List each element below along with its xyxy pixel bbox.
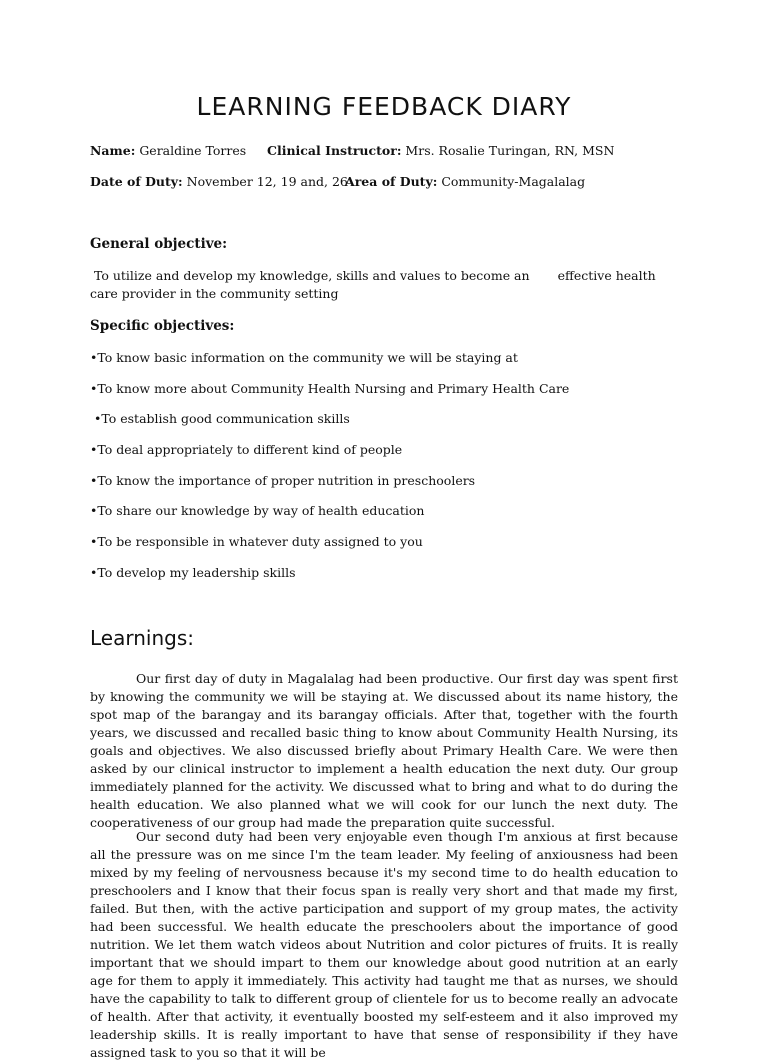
general-objective-text-b: effective health care provider in the community setting: [90, 268, 656, 301]
name-row: [90, 143, 246, 158]
objective-item: •To share our knowledge by way of health education: [90, 503, 425, 518]
objective-item: •To develop my leadership skills: [90, 565, 296, 580]
learnings-paragraph-1: Our first day of duty in Magalalag had been productive. Our first day was spent first by knowing the community we will be staying at. We discussed about its name history, the spot map of the barangay and its barangay officials. After that, together with the fourth years, we discussed and recalled basic thing to know about Community Health Nursing, its goals and objectives. We also discussed briefly about Primary Health Care. We were then asked by our clinical instructor to implement a health education the next duty. Our group immediately planned for the activity. We discussed what to bring and what to do during the health education. We also planned what we will cook for our lunch the next duty. The cooperativeness of our group had made the preparation quite successful.: [90, 671, 678, 830]
name-value: Geraldine Torres: [139, 143, 247, 158]
specific-objectives-heading: Specific objectives:: [90, 318, 235, 334]
learnings-heading: Learnings:: [90, 626, 194, 650]
objective-item: •To know more about Community Health Nursing and Primary Health Care: [90, 381, 570, 396]
objective-item: •To be responsible in whatever duty assigned to you: [90, 534, 423, 549]
objective-item: •To know basic information on the community we will be staying at: [90, 350, 518, 365]
instructor-value: Mrs. Rosalie Turingan, RN, MSN: [405, 143, 615, 158]
date-row: [90, 174, 348, 189]
name-label: Name:: [90, 143, 136, 158]
area-label: Area of Duty:: [345, 174, 438, 189]
date-value: November 12, 19 and, 26: [186, 174, 348, 189]
area-row: [345, 174, 585, 189]
instructor-label: Clinical Instructor:: [267, 143, 402, 158]
date-label: Date of Duty:: [90, 174, 183, 189]
instructor-row: [267, 143, 614, 158]
general-objective-heading: General objective:: [90, 236, 228, 252]
objective-item: •To establish good communication skills: [94, 411, 350, 426]
learnings-paragraph-2: Our second duty had been very enjoyable even though I'm anxious at first because all the pressure was on me since I'm the team leader. My feeling of anxiousness had been mixed by my feeling of nervousness because it's my second time to do health education to preschoolers and I know that their focus span is really very short and that made my first, failed. But then, with the active participation and support of my group mates, the activity had been successful. We health educate the preschoolers about the importance of good nutrition. We let them watch videos about Nutrition and color pictures of fruits. It is really important that we should impart to them our knowledge about good nutrition at an early age for them to apply it immediately. This activity had taught me that as nurses, we should have the capability to talk to different group of clientele for us to become really an advocate of health. After that activity, it eventually boosted my self-esteem and it also improved my leadership skills. It is really important to have that sense of responsibility if they have assigned task to you so that it will be: [90, 829, 678, 1060]
document-title: LEARNING FEEDBACK DIARY: [196, 92, 572, 121]
general-objective-text: [90, 267, 682, 303]
general-objective-text-a: To utilize and develop my knowledge, skills and values to become an: [93, 268, 530, 283]
objective-item: •To know the importance of proper nutrition in preschoolers: [90, 473, 476, 488]
objective-item: •To deal appropriately to different kind of people: [90, 442, 403, 457]
area-value: Community-Magalalag: [441, 174, 586, 189]
